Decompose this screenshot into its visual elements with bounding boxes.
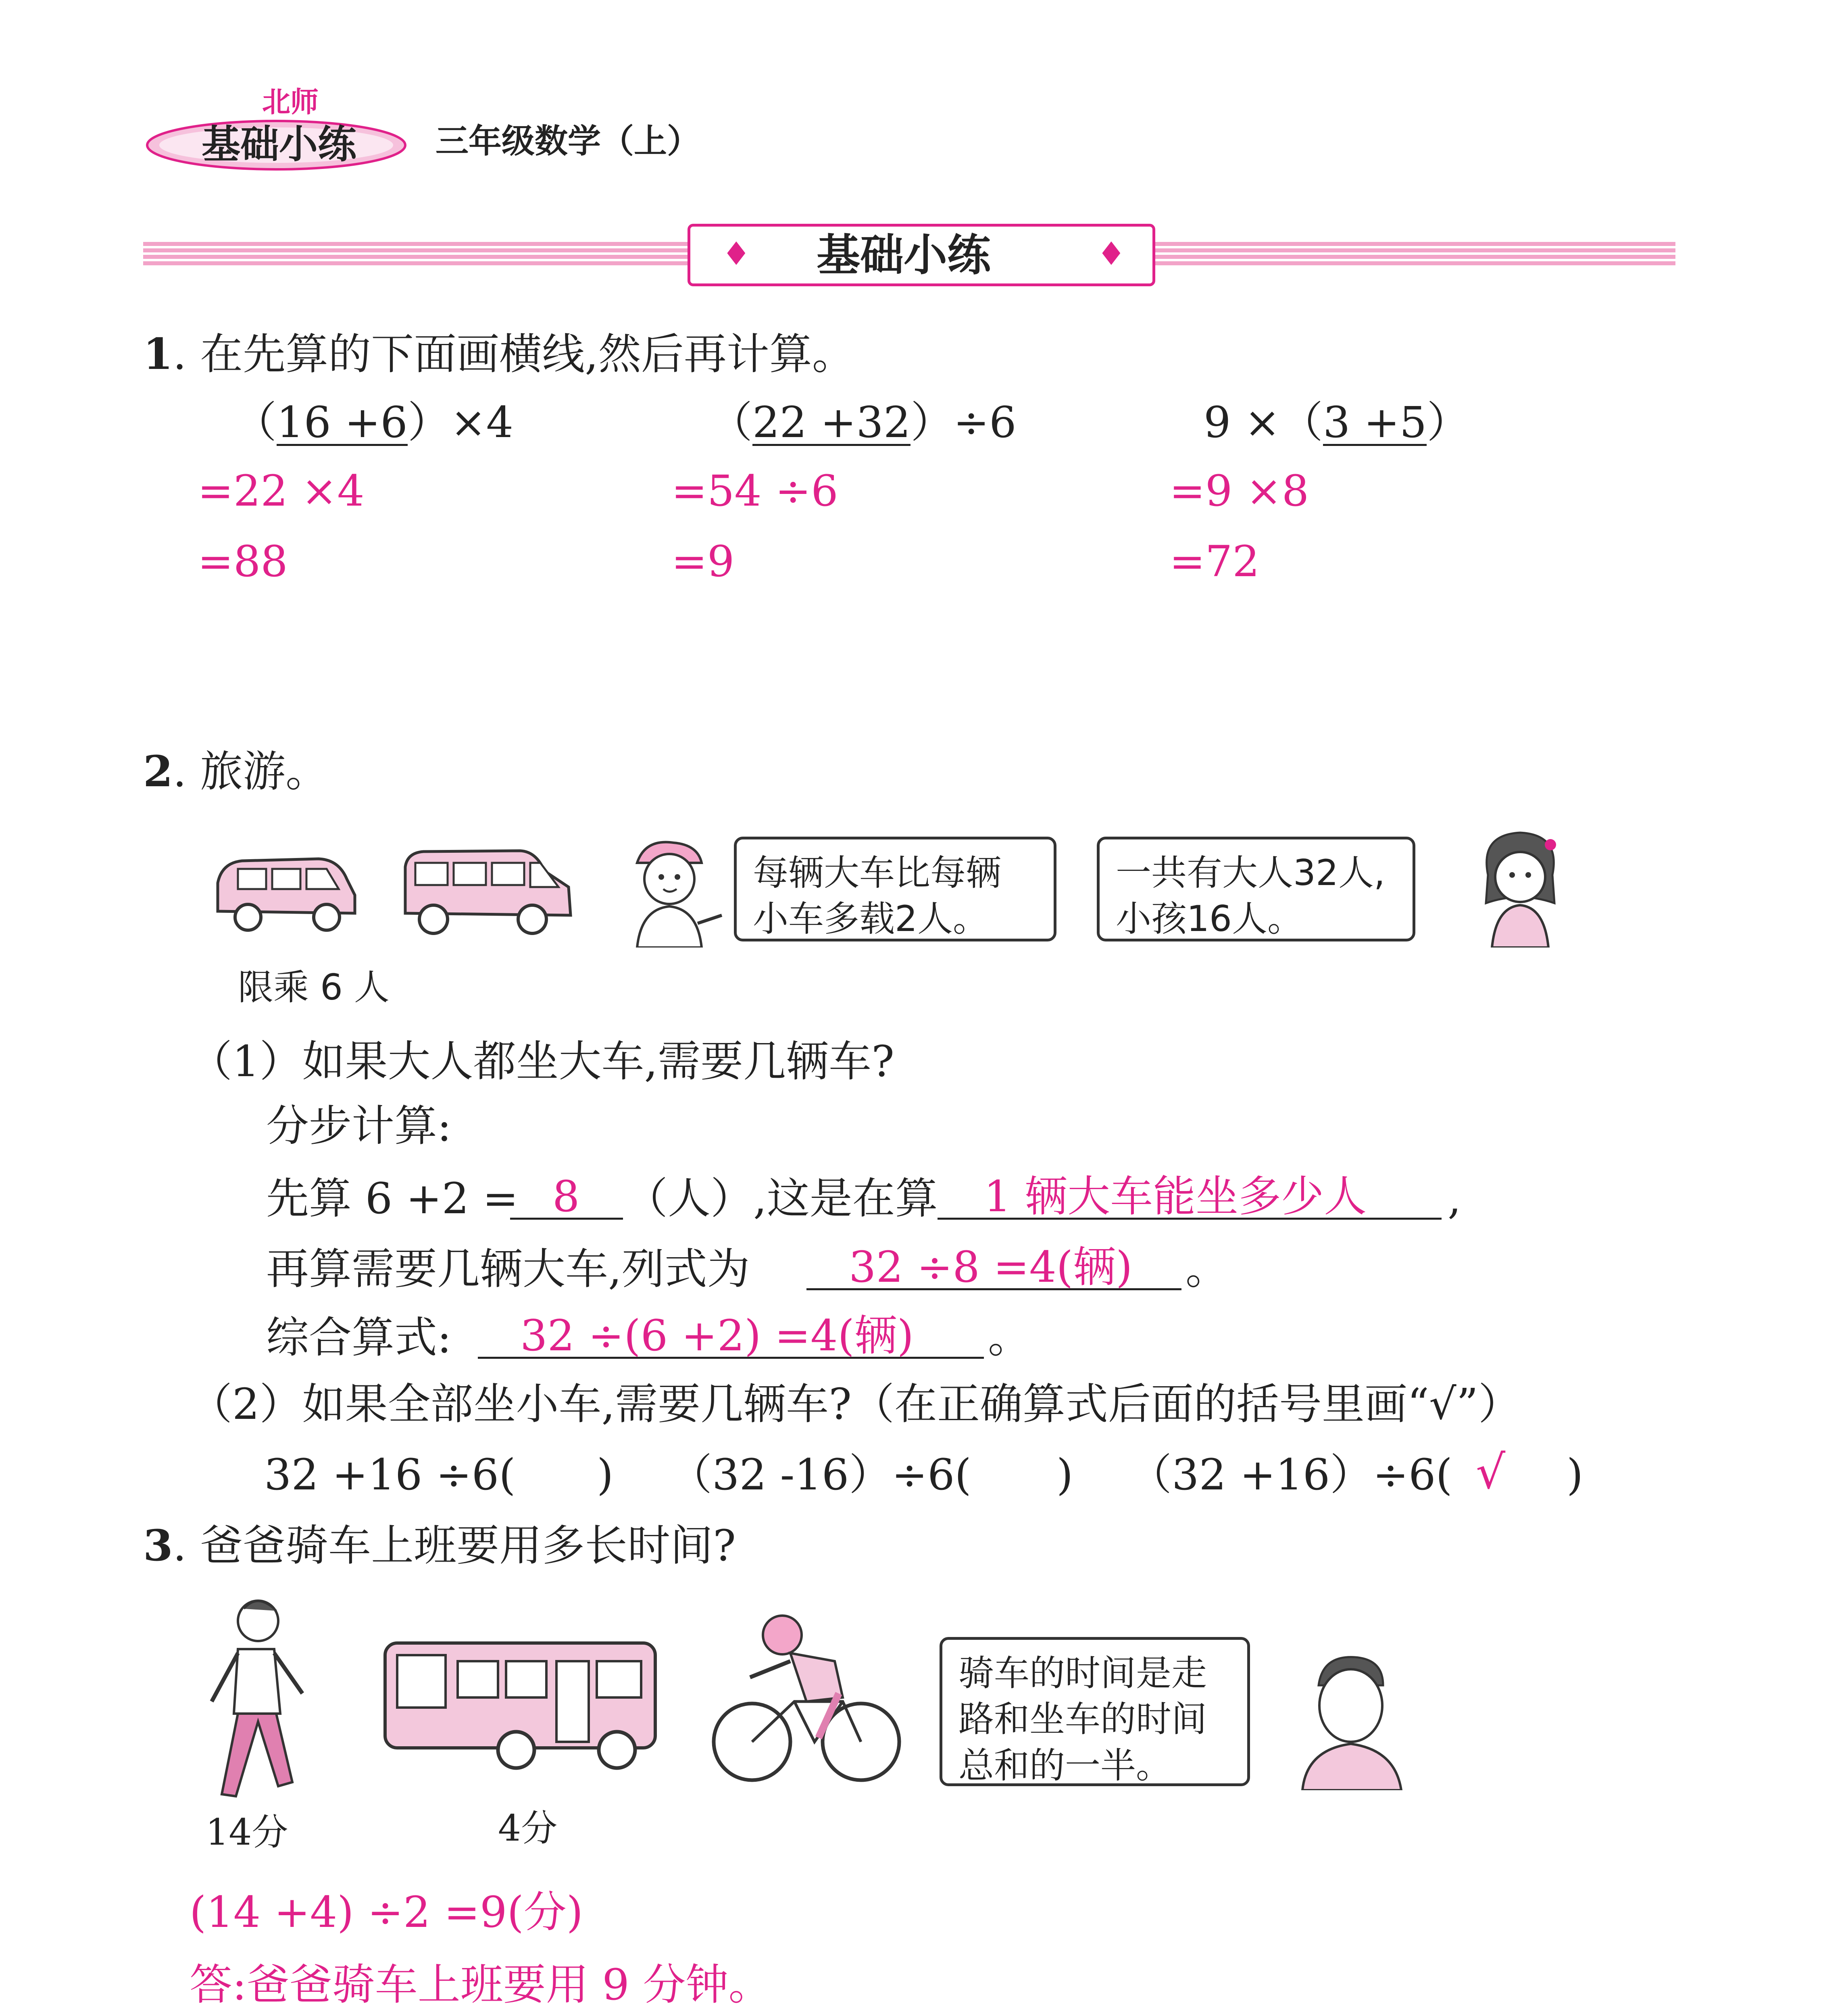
small-van-illustration: [210, 847, 363, 935]
option1-close[interactable]: ): [597, 1450, 614, 1500]
q1-prompt: [143, 329, 855, 379]
option1: 32 +16 ÷6(: [264, 1450, 516, 1500]
q1-col1-line1: [234, 398, 514, 447]
boy-illustration: [621, 835, 726, 948]
expr-rest: ）×4: [407, 398, 514, 447]
underlined-expr: 16 +6: [277, 398, 408, 447]
limit-label: 限乘 6 人: [238, 966, 390, 1008]
bubble-line: 小车多载2人。: [753, 898, 988, 940]
section-band-left: [143, 242, 688, 267]
paren: （: [710, 398, 752, 447]
check-mark-icon: √: [1476, 1445, 1506, 1500]
bus-illustration: [379, 1637, 661, 1774]
diamond-right-icon: ♦: [1097, 235, 1126, 273]
underlined-expr: 22 +32: [752, 398, 911, 447]
option2: （32 -16）÷6(: [669, 1450, 971, 1500]
walk-time-label: 14分: [206, 1811, 288, 1854]
underlined-expr: 3 +5: [1323, 398, 1427, 447]
step1-answer: 8: [552, 1172, 580, 1221]
option3: （32 +16）÷6(: [1129, 1450, 1452, 1500]
option3-close[interactable]: ): [1567, 1450, 1583, 1500]
expr-rest: ）÷6: [910, 398, 1017, 447]
walking-man-illustration: [194, 1593, 315, 1802]
expr-start: 9 ×（: [1204, 398, 1323, 447]
brand-main: 基础小练: [202, 122, 356, 167]
step1-prefix: 先算 6 +2 =: [266, 1174, 519, 1223]
man-illustration: [1290, 1649, 1411, 1790]
man-speech-bubble: [940, 1637, 1250, 1786]
step2-prefix: 再算需要几辆大车,列式为: [266, 1244, 750, 1294]
q1-col3-line2: =9 ×8: [1169, 466, 1309, 516]
q3-answer-expression: (14 +4) ÷2 =9(分): [190, 1887, 583, 1937]
q3-prompt: [143, 1520, 736, 1570]
steps-label: 分步计算:: [266, 1101, 452, 1151]
step1-answer2: 1 辆大车能坐多少人: [984, 1172, 1367, 1221]
step1-end: ,: [1448, 1174, 1461, 1223]
step1-middle: （人）,这是在算: [625, 1174, 938, 1223]
q3-answer-sentence: 答:爸爸骑车上班要用 9 分钟。: [190, 1960, 771, 2010]
diamond-left-icon: ♦: [722, 235, 751, 273]
boy-speech-bubble: [734, 837, 1056, 941]
girl-illustration: [1468, 823, 1573, 948]
q1-text: . 在先算的下面画横线,然后再计算。: [173, 329, 855, 379]
section-title: 基础小练: [817, 230, 991, 281]
q2-prompt: [143, 746, 329, 796]
q1-col3-line1: [1204, 398, 1470, 447]
q1-col2-line2: =54 ÷6: [671, 466, 838, 516]
bubble-line: 路和坐车的时间: [958, 1698, 1207, 1740]
brand-top: 北师: [262, 85, 319, 119]
bus-time-label: 4分: [498, 1807, 558, 1849]
paren: （: [234, 398, 277, 447]
bubble-line: 小孩16人。: [1116, 898, 1303, 940]
cyclist-illustration: [710, 1605, 903, 1790]
large-van-illustration: [399, 843, 577, 939]
q2-part1: （1）如果大人都坐大车,需要几辆车?: [190, 1037, 894, 1086]
bubble-line: 一共有大人32人,: [1116, 852, 1385, 893]
section-band-right: [1155, 242, 1675, 267]
step3-prefix: 综合算式:: [266, 1313, 452, 1362]
q1-col3-line3: =72: [1169, 537, 1260, 586]
step2-end: 。: [1186, 1244, 1228, 1294]
girl-speech-bubble: [1097, 837, 1415, 941]
q3-text: . 爸爸骑车上班要用多长时间?: [173, 1521, 736, 1570]
option2-close[interactable]: ): [1056, 1450, 1073, 1500]
bubble-line: 总和的一半。: [958, 1744, 1172, 1786]
step3-end: 。: [988, 1313, 1031, 1362]
bubble-line: 每辆大车比每辆: [753, 852, 1002, 893]
q1-col1-line2: =22 ×4: [198, 466, 365, 516]
q1-col2-line1: [710, 398, 1017, 447]
q2-part2: （2）如果全部坐小车,需要几辆车?（在正确算式后面的括号里画“√”）: [190, 1379, 1521, 1429]
q1-col1-line3: =88: [198, 537, 288, 586]
q2-number: 2: [143, 746, 173, 796]
q2-text: . 旅游。: [173, 747, 329, 796]
subject-title: 三年级数学（上）: [435, 122, 700, 160]
step2-answer: 32 ÷8 =4(辆): [849, 1242, 1133, 1292]
q1-col2-line3: =9: [671, 537, 735, 586]
paren: ）: [1427, 398, 1470, 447]
q3-number: 3: [143, 1520, 173, 1570]
step3-answer: 32 ÷(6 +2) =4(辆): [520, 1311, 914, 1360]
q1-number: 1: [143, 329, 173, 379]
bubble-line: 骑车的时间是走: [958, 1652, 1207, 1694]
